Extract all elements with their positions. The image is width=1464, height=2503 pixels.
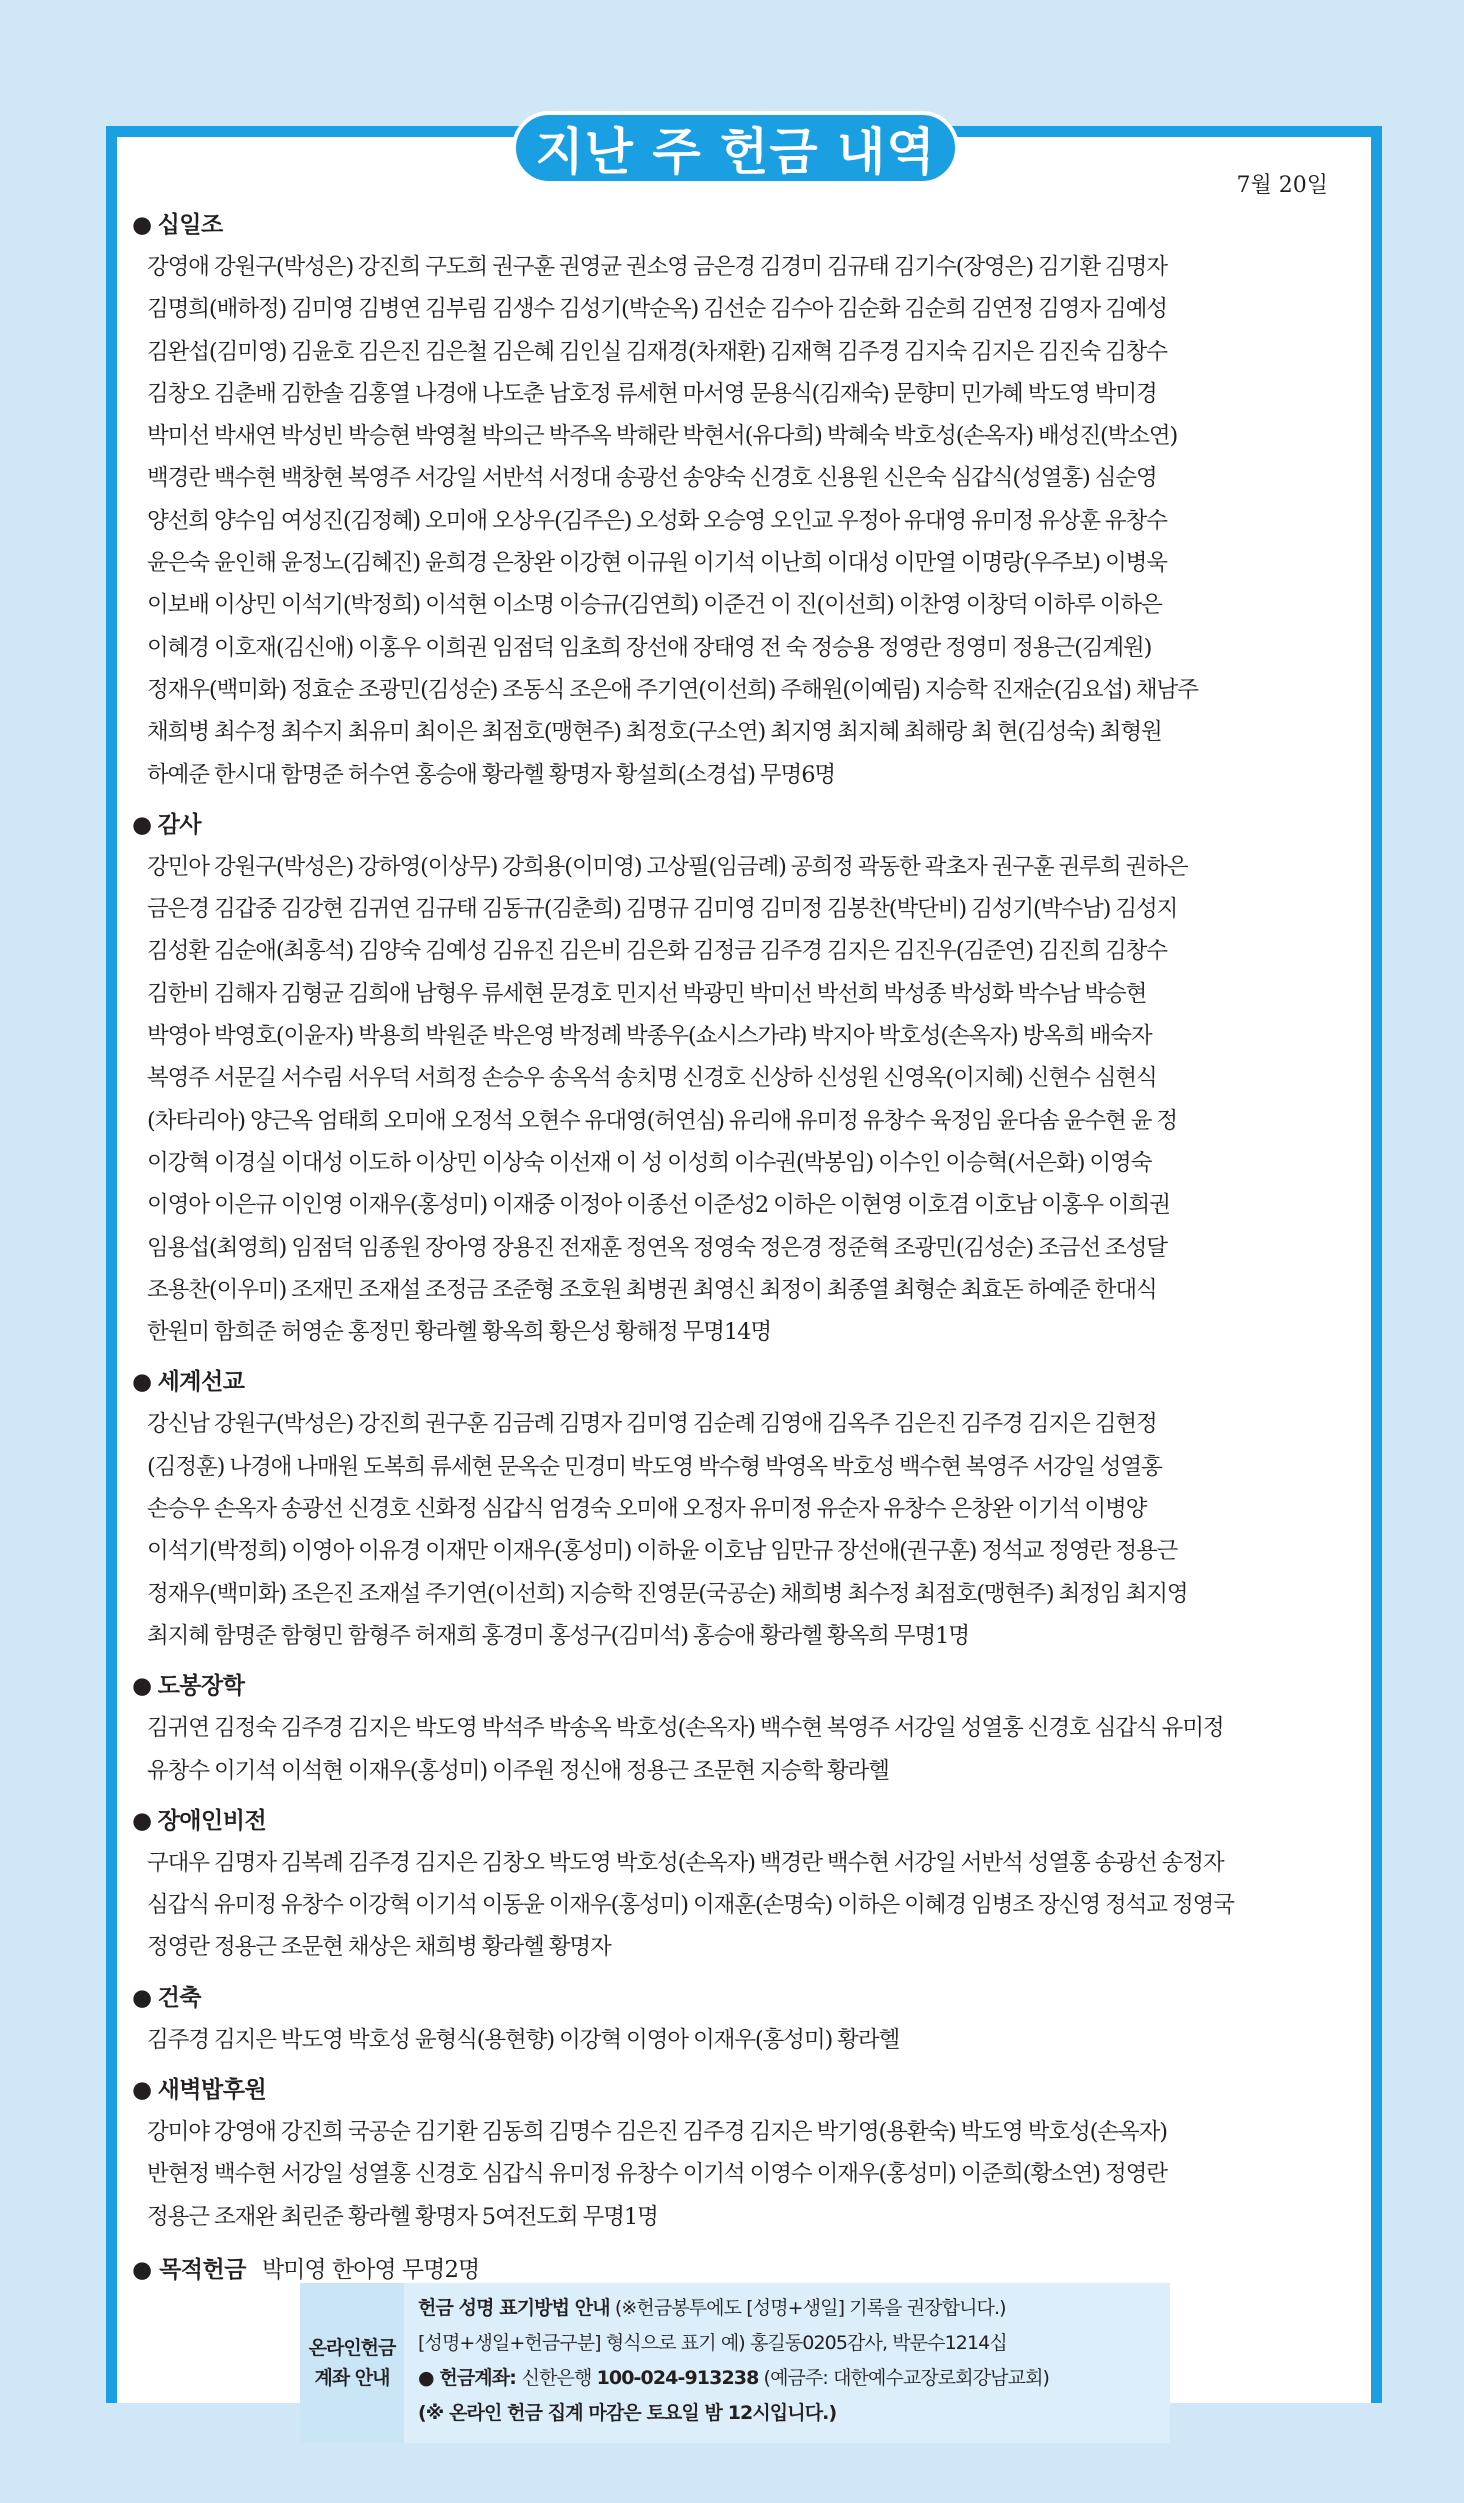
title-banner [512, 111, 959, 185]
names-line: 김한비 김해자 김형균 김희애 남형우 류세현 문경호 민지선 박광민 박미선 박선희 박성종 박성화 박수남 박승현 [147, 980, 1147, 1007]
notice-line-4: (※ 온라인 헌금 집계 마감은 토요일 밤 12시입니다.) [418, 2402, 837, 2424]
section-names [132, 2111, 1342, 2238]
names-line: 금은경 김갑중 김강현 김귀연 김규태 김동규(김춘희) 김명규 김미영 김미정 김봉찬(박단비) 김성기(박수남) 김성지 [147, 896, 1178, 923]
account-number: 100-024-913238 [596, 2367, 759, 2389]
names-line: 이보배 이상민 이석기(박정희) 이석현 이소명 이승규(김연희) 이준건 이 진(이선희) 이찬영 이창덕 이하루 이하은 [147, 592, 1162, 619]
bank-name: 신한은행 [521, 2367, 597, 2389]
offering-section [132, 1665, 1342, 1792]
online-offering-notice [300, 2283, 1170, 2443]
names-line: 하예준 한시대 함명준 허수연 홍승애 황라헬 황명자 황설희(소경섭) 무명6명 [147, 761, 836, 788]
names-line: 최지혜 함명준 함형민 함형주 허재희 홍경미 홍성구(김미석) 홍승애 황라헬 황옥희 무명1명 [147, 1622, 969, 1649]
names-line: 정재우(백미화) 조은진 조재설 주기연(이선희) 지승학 진영문(국공순) 채희병 최수정 최점호(맹현주) 최정임 최지영 [147, 1580, 1188, 1607]
names-line: (차타리아) 양근옥 엄태희 오미애 오정석 오현수 유대영(허연심) 유리애 유미정 유창수 육정임 윤다솜 윤수현 윤 정 [147, 1107, 1178, 1134]
section-heading [132, 1977, 1342, 2019]
bullet-icon: ● [132, 1984, 152, 2011]
section-names [132, 1707, 1342, 1792]
names-line: 김주경 김지은 박도영 박호성 윤형식(용현향) 이강혁 이영아 이재우(홍성미) 황라헬 [147, 2026, 900, 2053]
page-title: 지난 주 헌금 내역 [535, 123, 936, 181]
names-line: 양선희 양수임 여성진(김정혜) 오미애 오상우(김주은) 오성화 오승영 오인교 우정아 유대영 유미정 유상훈 유창수 [147, 507, 1167, 534]
names-line: 유창수 이기석 이석현 이재우(홍성미) 이주원 정신애 정용근 조문현 지승학 황라헬 [147, 1757, 889, 1784]
account-holder: (예금주: 대한예수교장로회강남교회) [758, 2367, 1050, 2389]
section-heading [132, 1800, 1342, 1842]
bullet-icon: ● [132, 811, 152, 838]
names-line: 박영아 박영호(이윤자) 박용희 박원준 박은영 박정례 박종우(쇼시스가랴) 박지아 박호성(손옥자) 방옥희 배숙자 [147, 1023, 1152, 1050]
section-heading-text: 새벽밥후원 [157, 2076, 267, 2103]
notice-label-line2: 계좌 안내 [314, 2367, 390, 2389]
section-names [132, 846, 1342, 1354]
names-line: 강신남 강원구(박성은) 강진희 권구훈 김금례 김명자 김미영 김순례 김영애 김옥주 김은진 김주경 김지은 김현정 [147, 1411, 1157, 1438]
names-line: 한원미 함희준 허영순 홍정민 황라헬 황옥희 황은성 황해정 무명14명 [147, 1319, 771, 1346]
account-label: ● 헌금계좌: [418, 2367, 522, 2389]
section-heading [132, 1665, 1342, 1707]
notice-line-1-title: 헌금 성명 표기방법 안내 [418, 2297, 610, 2319]
purpose-names: 박미영 한아영 무명2명 [261, 2256, 480, 2283]
names-line: 백경란 백수현 백창현 복영주 서강일 서반석 서정대 송광선 송양숙 신경호 신용원 신은숙 심갑식(성열홍) 심순영 [147, 465, 1157, 492]
section-names [132, 2019, 1342, 2061]
names-line: 박미선 박새연 박성빈 박승현 박영철 박의근 박주옥 박해란 박현서(유다희) 박혜숙 박호성(손옥자) 배성진(박소연) [147, 423, 1178, 450]
names-line: 정영란 정용근 조문현 채상은 채희병 황라헬 황명자 [147, 1934, 611, 1961]
bullet-icon: ● [132, 1673, 152, 1700]
section-heading-text: 세계선교 [157, 1369, 245, 1396]
report-date: 7월 20일 [1236, 173, 1328, 198]
names-line: 김귀연 김정숙 김주경 김지은 박도영 박석주 박송옥 박호성(손옥자) 백수현 복영주 서강일 성열홍 신경호 심갑식 유미정 [147, 1715, 1224, 1742]
names-line: 강영애 강원구(박성은) 강진희 구도희 권구훈 권영균 권소영 금은경 김경미 김규태 김기수(장영은) 김기환 김명자 [147, 254, 1167, 280]
names-line: (김정훈) 나경애 나매원 도복희 류세현 문옥순 민경미 박도영 박수형 박영옥 박호성 백수현 복영주 서강일 성열홍 [147, 1453, 1162, 1480]
names-line: 구대우 김명자 김복례 김주경 김지은 김창오 박도영 박호성(손옥자) 백경란 백수현 서강일 서반석 성열홍 송광선 송정자 [147, 1849, 1224, 1876]
names-line: 이혜경 이호재(김신애) 이홍우 이희권 임점덕 임초희 장선애 장태영 전 숙 정승용 정영란 정영미 정용근(김계원) [147, 634, 1152, 661]
names-line: 이영아 이은규 이인영 이재우(홍성미) 이재중 이정아 이종선 이준성2 이하은 이현영 이호겸 이호남 이홍우 이희권 [147, 1192, 1170, 1219]
bullet-icon: ● [132, 2076, 152, 2103]
names-line: 심갑식 유미정 유창수 이강혁 이기석 이동윤 이재우(홍성미) 이재훈(손명숙) 이하은 이혜경 임병조 장신영 정석교 정영국 [147, 1892, 1234, 1919]
purpose-heading: 목적헌금 [159, 2256, 246, 2283]
names-line: 김명희(배하정) 김미영 김병연 김부림 김생수 김성기(박순옥) 김선순 김수아 김순화 김순희 김연정 김영자 김예성 [147, 296, 1167, 323]
notice-line-1 [418, 2291, 1170, 2326]
section-heading-text: 건축 [157, 1984, 202, 2011]
names-line: 윤은숙 윤인해 윤정노(김혜진) 윤희경 은창완 이강현 이규원 이기석 이난희 이대성 이만열 이명랑(우주보) 이병욱 [147, 550, 1167, 577]
notice-line-2: [성명+생일+헌금구분] 형식으로 표기 예) 홍길동0205감사, 박문수1214십 [418, 2332, 1007, 2354]
section-names [132, 1842, 1342, 1969]
section-heading [132, 804, 1342, 846]
bullet-icon: ● [132, 2256, 160, 2283]
section-heading-text: 장애인비전 [157, 1807, 267, 1834]
section-heading [132, 204, 1342, 246]
section-names [132, 1403, 1342, 1657]
names-line: 임용섭(최영희) 임점덕 임종원 장아영 장용진 전재훈 정연옥 정영숙 정은경 정준혁 조광민(김성순) 조금선 조성달 [147, 1234, 1167, 1261]
names-line: 강미야 강영애 강진희 국공순 김기환 김동희 김명수 김은진 김주경 김지은 박기영(용환숙) 박도영 박호성(손옥자) [147, 2118, 1167, 2145]
offering-list [132, 204, 1342, 2294]
offering-section [132, 204, 1342, 796]
names-line: 이강혁 이경실 이대성 이도하 이상민 이상숙 이선재 이 성 이성희 이수권(박봉임) 이수인 이승혁(서은화) 이영숙 [147, 1149, 1152, 1176]
frame-top-left-border [106, 126, 526, 137]
names-line: 채희병 최수정 최수지 최유미 최이은 최점호(맹현주) 최정호(구소연) 최지영 최지혜 최해랑 최 현(김성숙) 최형원 [147, 719, 1162, 746]
names-line: 손승우 손옥자 송광선 신경호 신화정 심갑식 엄경숙 오미애 오정자 유미정 유순자 유창수 은창완 이기석 이병양 [147, 1496, 1147, 1523]
section-heading-text: 감사 [157, 811, 202, 838]
offering-section [132, 1361, 1342, 1657]
notice-body [404, 2283, 1170, 2443]
names-line: 복영주 서문길 서수림 서우덕 서희정 손승우 송옥석 송치명 신경호 신상하 신성원 신영옥(이지혜) 신현수 심현식 [147, 1065, 1157, 1092]
bullet-icon: ● [132, 1807, 152, 1834]
frame-top-right-border [945, 126, 1371, 137]
offering-section [132, 2069, 1342, 2238]
names-line: 김완섭(김미영) 김윤호 김은진 김은철 김은혜 김인실 김재경(차재환) 김재혁 김주경 김지숙 김지은 김진숙 김창수 [147, 338, 1167, 365]
names-line: 정재우(백미화) 정효순 조광민(김성순) 조동식 조은애 주기연(이선희) 주해원(이예림) 지승학 진재순(김요섭) 채남주 [147, 676, 1198, 703]
section-names [132, 246, 1342, 796]
offering-section [132, 1800, 1342, 1969]
names-line: 이석기(박정희) 이영아 이유경 이재만 이재우(홍성미) 이하윤 이호남 임만규 장선애(권구훈) 정석교 정영란 정용근 [147, 1538, 1178, 1565]
notice-label [300, 2283, 404, 2443]
section-heading-text: 도봉장학 [157, 1673, 245, 1700]
names-line: 강민아 강원구(박성은) 강하영(이상무) 강희용(이미영) 고상필(임금례) 공희정 곽동한 곽초자 권구훈 권루희 권하은 [147, 853, 1188, 880]
names-line: 김창오 김춘배 김한솔 김홍열 나경애 나도춘 남호정 류세현 마서영 문용식(김재숙) 문향미 민가혜 박도영 박미경 [147, 380, 1157, 407]
names-line: 조용찬(이우미) 조재민 조재설 조정금 조준형 조호원 최병권 최영신 최정이 최종열 최형순 최효돈 하예준 한대식 [147, 1276, 1157, 1303]
offering-section [132, 804, 1342, 1354]
names-line: 정용근 조재완 최린준 황라헬 황명자 5여전도회 무명1명 [147, 2203, 658, 2230]
names-line: 김성환 김순애(최홍석) 김양숙 김예성 김유진 김은비 김은화 김정금 김주경 김지은 김진우(김준연) 김진희 김창수 [147, 938, 1167, 965]
notice-label-line1: 온라인헌금 [308, 2337, 396, 2359]
section-heading-text: 십일조 [157, 212, 223, 238]
offering-section [132, 1977, 1342, 2061]
notice-line-3 [418, 2361, 1170, 2396]
section-heading [132, 2069, 1342, 2111]
notice-line-1-rest: (※헌금봉투에도 [성명+생일] 기록을 권장합니다.) [609, 2297, 1006, 2319]
section-heading [132, 1361, 1342, 1403]
bullet-icon: ● [132, 212, 152, 238]
bullet-icon: ● [132, 1369, 152, 1396]
names-line: 반현정 백수현 서강일 성열홍 신경호 심갑식 유미정 유창수 이기석 이영수 이재우(홍성미) 이준희(황소연) 정영란 [147, 2161, 1167, 2188]
